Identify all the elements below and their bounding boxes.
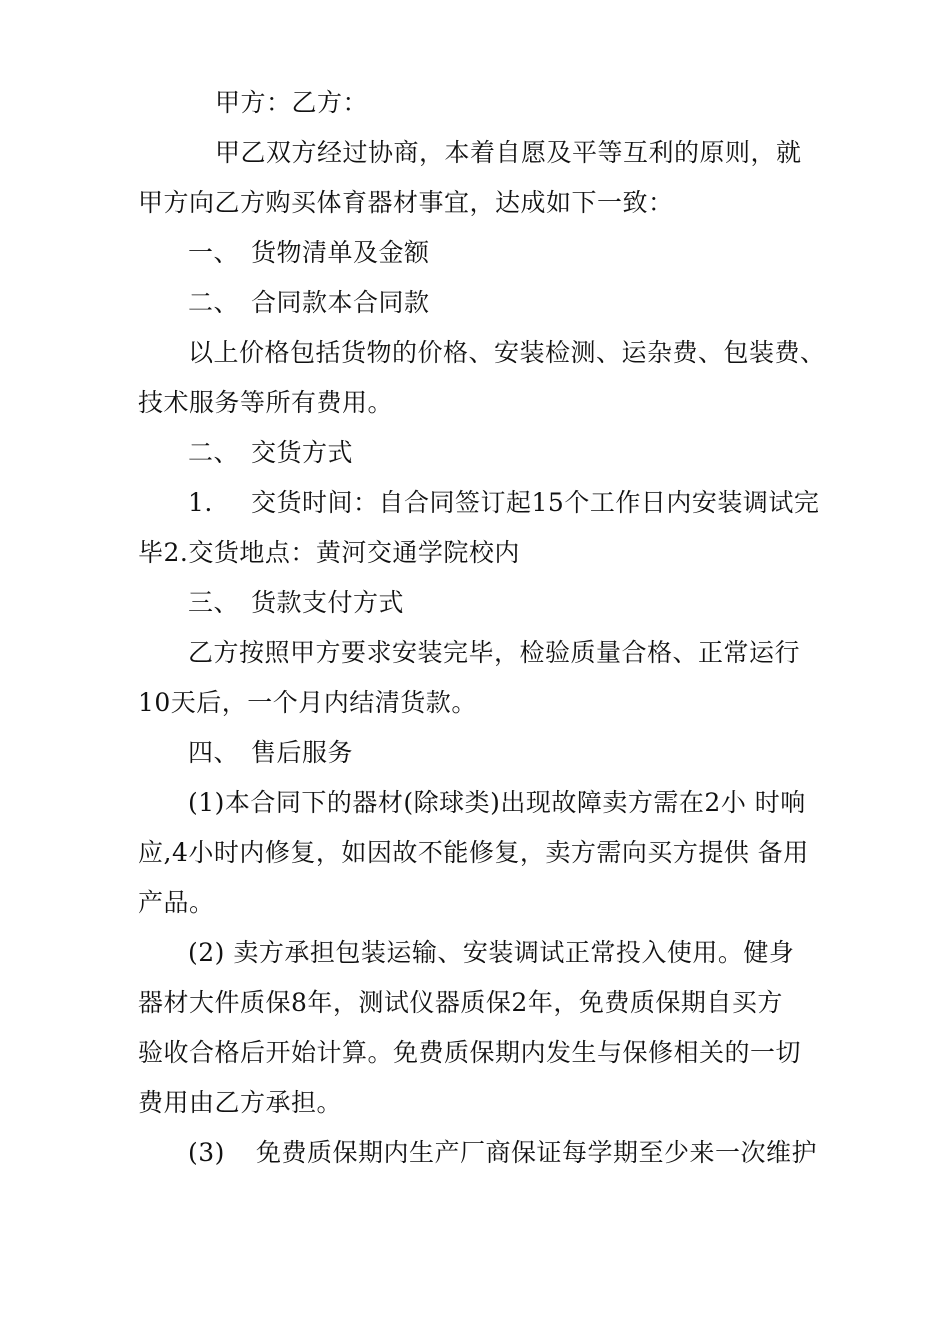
service-item-2-line-3: 验收合格后开始计算。免费质保期内发生与保修相关的一切: [138, 1038, 802, 1067]
section-4-body-line-2: 10天后，一个月内结清货款。: [138, 688, 477, 717]
section-2-title: 合同款本合同款: [251, 288, 430, 317]
section-5-number: 四、: [188, 738, 240, 767]
section-5-title: 售后服务: [251, 738, 354, 767]
service-item-3-text: 免费质保期内生产厂商保证每学期至少来一次维护: [256, 1138, 818, 1167]
section-2-body-line-1: 以上价格包括货物的价格、安装检测、运杂费、包装费、: [188, 338, 826, 367]
section-4-heading: [188, 588, 404, 618]
section-3-body-line-1: [188, 488, 819, 518]
service-item-2-line-2: 器材大件质保8年，测试仪器质保2年，免费质保期自买方: [138, 988, 783, 1017]
section-3-heading: [188, 438, 353, 468]
service-item-3-number: (3): [188, 1138, 225, 1167]
section-5-heading: [188, 738, 353, 768]
service-item-1-line-1: (1)本合同下的器材(除球类)出现故障卖方需在2小 时响: [188, 788, 806, 817]
section-4-title: 货款支付方式: [251, 588, 405, 617]
section-1-heading: [188, 238, 430, 268]
service-item-2-line-4: 费用由乙方承担。: [138, 1088, 343, 1117]
section-3-number: 二、: [188, 438, 240, 467]
service-item-1-line-3: 产品。: [138, 888, 215, 917]
parties-line: 甲方：乙方：: [215, 88, 369, 117]
section-4-body-line-1: 乙方按照甲方要求安装完毕，检验质量合格、正常运行: [188, 638, 801, 667]
intro-line-2: 甲方向乙方购买体育器材事宜，达成如下一致：: [138, 188, 674, 217]
section-2-heading: [188, 288, 430, 318]
section-1-number: 一、: [188, 238, 240, 267]
service-item-1-line-2: 应,4小时内修复，如因故不能修复，卖方需向买方提供 备用: [138, 838, 809, 867]
section-3-body-line-2: 毕2.交货地点：黄河交通学院校内: [138, 538, 520, 567]
intro-line-1: 甲乙双方经过协商，本着自愿及平等互利的原则，就: [215, 138, 802, 167]
delivery-time-text: 交货时间：自合同签订起15个工作日内安装调试完: [251, 488, 820, 517]
service-item-2-line-1: (2) 卖方承担包装运输、安装调试正常投入使用。健身: [188, 938, 795, 967]
section-3-title: 交货方式: [251, 438, 354, 467]
delivery-item-number: 1.: [188, 488, 213, 517]
section-2-number: 二、: [188, 288, 240, 317]
section-2-body-line-2: 技术服务等所有费用。: [138, 388, 394, 417]
section-4-number: 三、: [188, 588, 240, 617]
service-item-3-line-1: [188, 1138, 817, 1168]
section-1-title: 货物清单及金额: [251, 238, 430, 267]
